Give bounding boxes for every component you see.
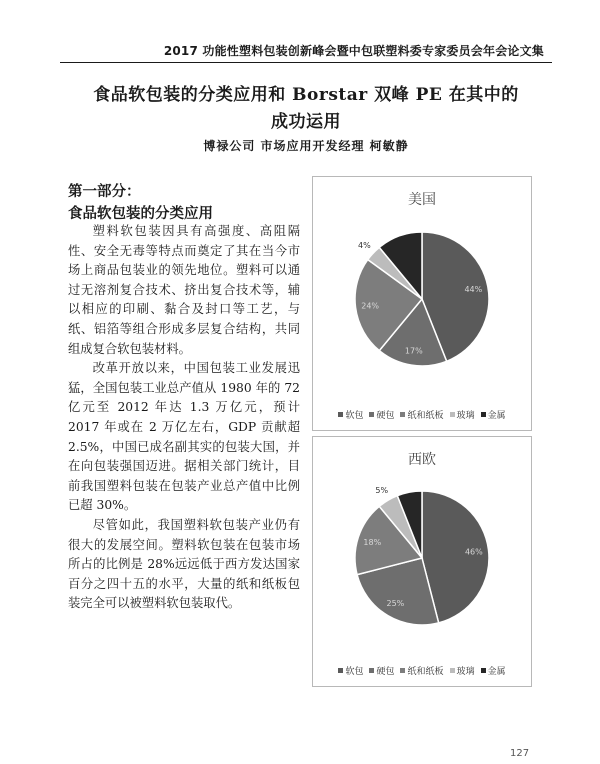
legend-label: 玻璃 bbox=[456, 667, 475, 677]
legend-swatch bbox=[450, 412, 455, 417]
pie-data-label: 4% bbox=[358, 240, 371, 250]
pie-data-label: 18% bbox=[363, 537, 382, 547]
legend-label: 软包 bbox=[345, 411, 364, 421]
legend-swatch bbox=[400, 412, 405, 417]
pie-svg bbox=[313, 177, 531, 430]
pie-data-label: 46% bbox=[464, 547, 483, 557]
legend-swatch bbox=[481, 412, 486, 417]
legend-label: 金属 bbox=[487, 411, 506, 421]
legend-item bbox=[450, 408, 475, 421]
legend-swatch bbox=[481, 668, 486, 673]
chart-title: 美国 bbox=[408, 192, 436, 208]
legend-item bbox=[369, 408, 394, 421]
legend-item bbox=[338, 408, 363, 421]
legend-swatch bbox=[369, 668, 374, 673]
legend-item bbox=[481, 408, 506, 421]
legend-item bbox=[338, 664, 363, 677]
legend-label: 玻璃 bbox=[456, 411, 475, 421]
legend-label: 金属 bbox=[487, 667, 506, 677]
chart-legend bbox=[313, 408, 531, 421]
paragraph: 改革开放以来，中国包装工业发展迅猛，全国包装工业总产值从 1980 年的 72 亿元至 2012 年达 1.3 万亿元，预计 2017 年或在 2 万亿左右，GDP 贡献超 2.5%，中国已成名副其实的包装大国，并在向包装强国迈进。据相关部门统计，目前我国塑料包装在包装产业总产值中比例已超 30%。 bbox=[68, 361, 300, 513]
pie-svg bbox=[313, 437, 531, 686]
chart-title: 西欧 bbox=[408, 452, 436, 468]
body-text bbox=[68, 222, 300, 614]
paragraph: 尽管如此，我国塑料软包装产业仍有很大的发展空间。塑料软包装在包装市场所占的比例是 28%远远低于西方发达国家百分之四十五的水平，大量的纸和纸板包装完全可以被塑料软包装取代。 bbox=[68, 517, 300, 611]
legend-item bbox=[400, 664, 443, 677]
running-header: 2017 功能性塑料包装创新峰会暨中包联塑料委专家委员会年会论文集 bbox=[163, 44, 544, 58]
legend-item bbox=[481, 664, 506, 677]
legend-label: 纸和纸板 bbox=[407, 667, 444, 677]
author-line: 博禄公司 市场应用开发经理 柯敏静 bbox=[203, 139, 409, 153]
paragraph: 塑料软包装因具有高强度、高阻隔性、安全无毒等特点而奠定了其在当今市场上商品包装业的领先地位。塑料可以通过无溶剂复合技术、挤出复合技术等，辅以相应的印刷、黏合及封口等工艺，与纸、铝箔等组合形成多层复合结构，共同组成复合软包装材料。 bbox=[68, 224, 300, 356]
legend-swatch bbox=[450, 668, 455, 673]
legend-item bbox=[450, 664, 475, 677]
legend-label: 硬包 bbox=[376, 667, 395, 677]
pie-data-label: 24% bbox=[361, 301, 380, 311]
legend-label: 纸和纸板 bbox=[407, 411, 444, 421]
legend-label: 软包 bbox=[345, 667, 364, 677]
legend-item bbox=[400, 408, 443, 421]
page-number: 127 bbox=[510, 748, 530, 759]
legend-item bbox=[369, 664, 394, 677]
header-rule bbox=[60, 62, 552, 63]
pie-data-label: 44% bbox=[464, 285, 483, 295]
pie-data-label: 17% bbox=[404, 346, 423, 356]
pie-data-label: 25% bbox=[386, 598, 405, 608]
pie-data-label: 5% bbox=[375, 486, 389, 496]
legend-swatch bbox=[400, 668, 405, 673]
article-title-line1: 食品软包装的分类应用和 Borstar 双峰 PE 在其中的 bbox=[93, 85, 519, 105]
pie-chart-usa bbox=[312, 176, 532, 431]
pie-chart-western-europe bbox=[312, 436, 532, 687]
legend-swatch bbox=[338, 668, 343, 673]
chart-legend bbox=[313, 664, 531, 677]
legend-swatch bbox=[369, 412, 374, 417]
article-title-line2: 成功运用 bbox=[271, 112, 341, 132]
legend-label: 硬包 bbox=[376, 411, 395, 421]
section-heading-title: 食品软包装的分类应用 bbox=[68, 206, 213, 222]
section-heading-part: 第一部分： bbox=[68, 184, 141, 200]
legend-swatch bbox=[338, 412, 343, 417]
